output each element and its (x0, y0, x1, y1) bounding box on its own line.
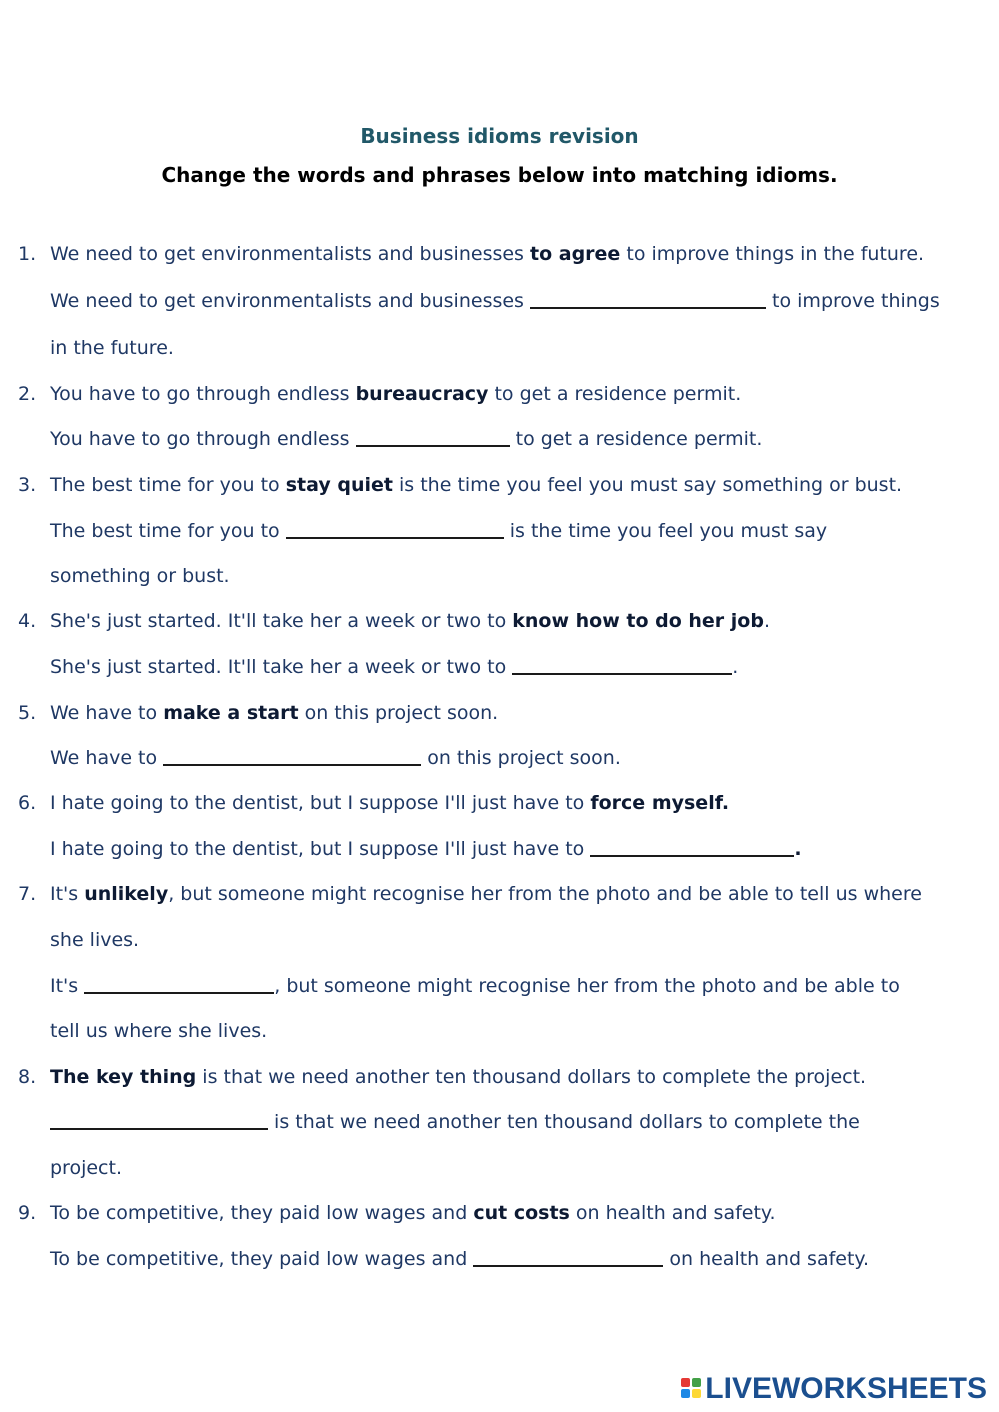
brand-name: LIVEWORKSHEETS (705, 1372, 987, 1405)
answer-blank[interactable] (84, 976, 274, 994)
worksheet-title: Business idioms revision (360, 124, 639, 148)
original-sentence: We need to get environmentalists and businesses to agree to improve things in the future. (50, 243, 925, 265)
original-sentence: The key thing is that we need another ten thousand dollars to complete the project. (50, 1066, 867, 1088)
answer-blank[interactable] (512, 657, 732, 675)
item-number: 4. (18, 610, 37, 632)
original-sentence: To be competitive, they paid low wages and cut costs on health and safety. (50, 1202, 776, 1224)
item-number: 6. (18, 792, 37, 814)
answer-blank[interactable] (286, 521, 504, 539)
item-number: 8. (18, 1066, 37, 1088)
item-number: 3. (18, 474, 37, 496)
original-sentence: She's just started. It'll take her a week or two to know how to do her job. (50, 610, 770, 632)
original-sentence: I hate going to the dentist, but I suppose I'll just have to force myself. (50, 792, 730, 814)
rewrite-sentence: She's just started. It'll take her a week or two to . (50, 656, 739, 678)
answer-blank[interactable] (163, 748, 421, 766)
item-number: 1. (18, 243, 37, 265)
answer-blank[interactable] (50, 1112, 268, 1130)
rewrite-sentence: I hate going to the dentist, but I suppose I'll just have to . (50, 838, 802, 860)
answer-blank[interactable] (356, 429, 510, 447)
original-sentence: You have to go through endless bureaucracy to get a residence permit. (50, 383, 742, 405)
original-sentence-cont: she lives. (50, 929, 140, 951)
answer-blank[interactable] (530, 291, 766, 309)
rewrite-sentence-cont: something or bust. (50, 565, 230, 587)
item-number: 9. (18, 1202, 37, 1224)
item-number: 7. (18, 883, 37, 905)
answer-blank[interactable] (473, 1249, 663, 1267)
item-number: 5. (18, 702, 37, 724)
rewrite-sentence: is that we need another ten thousand dollars to complete the (50, 1110, 860, 1134)
answer-blank[interactable] (590, 839, 794, 857)
item-number: 2. (18, 383, 37, 405)
rewrite-sentence: You have to go through endless to get a residence permit. (50, 428, 763, 450)
rewrite-sentence-cont: in the future. (50, 337, 174, 359)
rewrite-sentence: We have to on this project soon. (50, 747, 621, 769)
rewrite-sentence: It's , but someone might recognise her from the photo and be able to (50, 975, 900, 997)
worksheet-instructions: Change the words and phrases below into matching idioms. (161, 163, 838, 187)
original-sentence: It's unlikely, but someone might recognise her from the photo and be able to tell us where (50, 883, 922, 905)
rewrite-sentence: We need to get environmentalists and businesses to improve things (50, 290, 940, 312)
original-sentence: We have to make a start on this project soon. (50, 702, 499, 724)
rewrite-sentence: To be competitive, they paid low wages and on health and safety. (50, 1248, 869, 1270)
original-sentence: The best time for you to stay quiet is the time you feel you must say something or bust. (50, 474, 903, 496)
rewrite-sentence-cont: project. (50, 1157, 122, 1179)
liveworksheets-logo-icon (681, 1376, 703, 1402)
rewrite-sentence-cont: tell us where she lives. (50, 1020, 268, 1042)
rewrite-sentence: The best time for you to is the time you feel you must say (50, 520, 828, 542)
liveworksheets-logo (681, 1372, 987, 1406)
